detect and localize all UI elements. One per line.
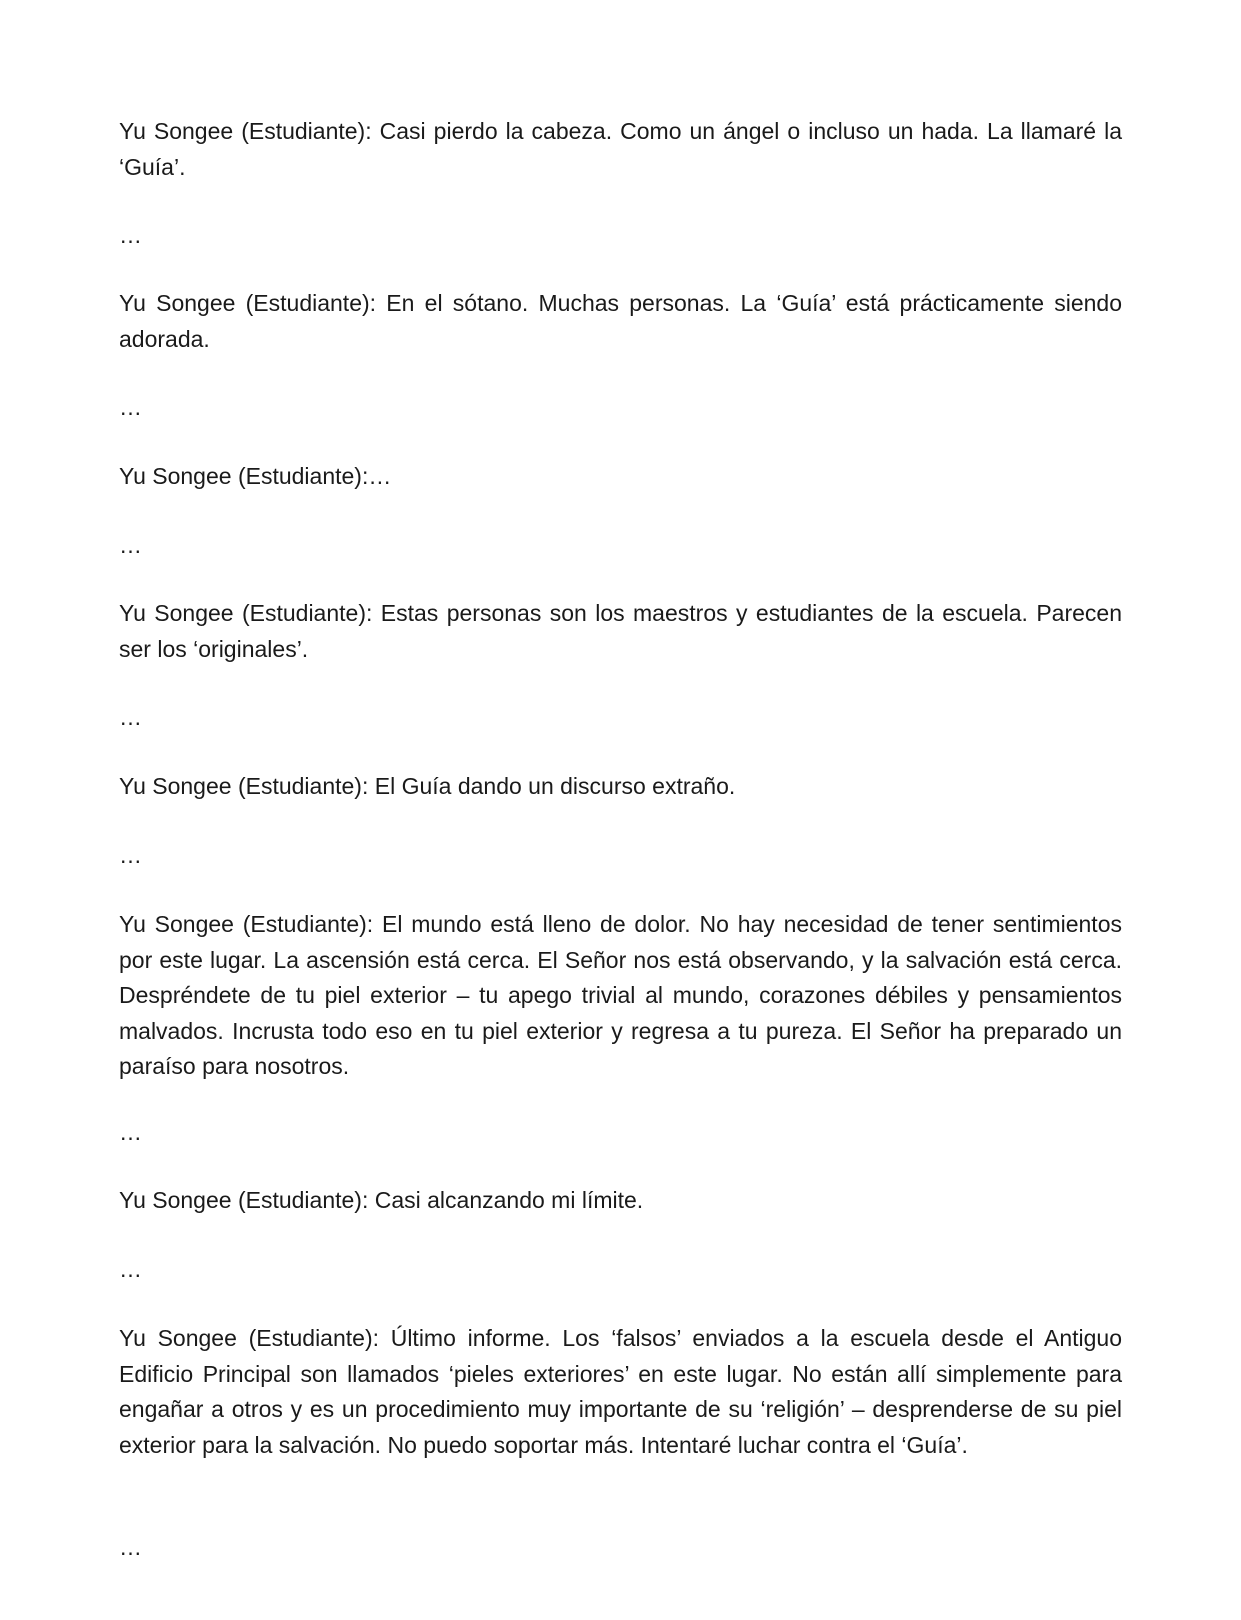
ellipsis-7: …: [119, 1256, 142, 1282]
paragraph-1: Yu Songee (Estudiante): Casi pierdo la cabeza. Como un ángel o incluso un hada. La llamaré la ‘Guía’.: [119, 118, 1122, 180]
ellipsis-3: …: [119, 532, 142, 558]
paragraph-7: Yu Songee (Estudiante): Casi alcanzando mi límite.: [119, 1187, 644, 1213]
paragraph-4: Yu Songee (Estudiante): Estas personas son los maestros y estudiantes de la escuela. Parecen ser los ‘originales’.: [119, 600, 1122, 662]
paragraph-3: Yu Songee (Estudiante):…: [119, 463, 392, 489]
ellipsis-6: …: [119, 1119, 142, 1145]
paragraph-6: Yu Songee (Estudiante): El mundo está lleno de dolor. No hay necesidad de tener sentimientos por este lugar. La ascensión está cerca. El Señor nos está observando, y la salvación está cerca. Despréndete de tu piel exterior – tu apego trivial al mundo, corazones débiles y pensamientos malvados. Incrusta todo eso en tu piel exterior y regresa a tu pureza. El Señor ha preparado un paraíso para nosotros.: [119, 911, 1122, 1079]
ellipsis-4: …: [119, 704, 142, 730]
ellipsis-2: …: [119, 394, 142, 420]
ellipsis-5: …: [119, 842, 142, 868]
paragraph-8: Yu Songee (Estudiante): Último informe. Los ‘falsos’ enviados a la escuela desde el Antiguo Edificio Principal son llamados ‘pieles exteriores’ en este lugar. No están allí simplemente para engañar a otros y es un procedimiento muy importante de su ‘religión’ – desprenderse de su piel exterior para la salvación. No puedo soportar más. Intentaré luchar contra el ‘Guía’.: [119, 1325, 1122, 1458]
ellipsis-8: …: [119, 1534, 142, 1560]
ellipsis-1: …: [119, 222, 142, 248]
paragraph-2: Yu Songee (Estudiante): En el sótano. Muchas personas. La ‘Guía’ está prácticamente siendo adorada.: [119, 290, 1122, 352]
paragraph-5: Yu Songee (Estudiante): El Guía dando un discurso extraño.: [119, 773, 736, 799]
